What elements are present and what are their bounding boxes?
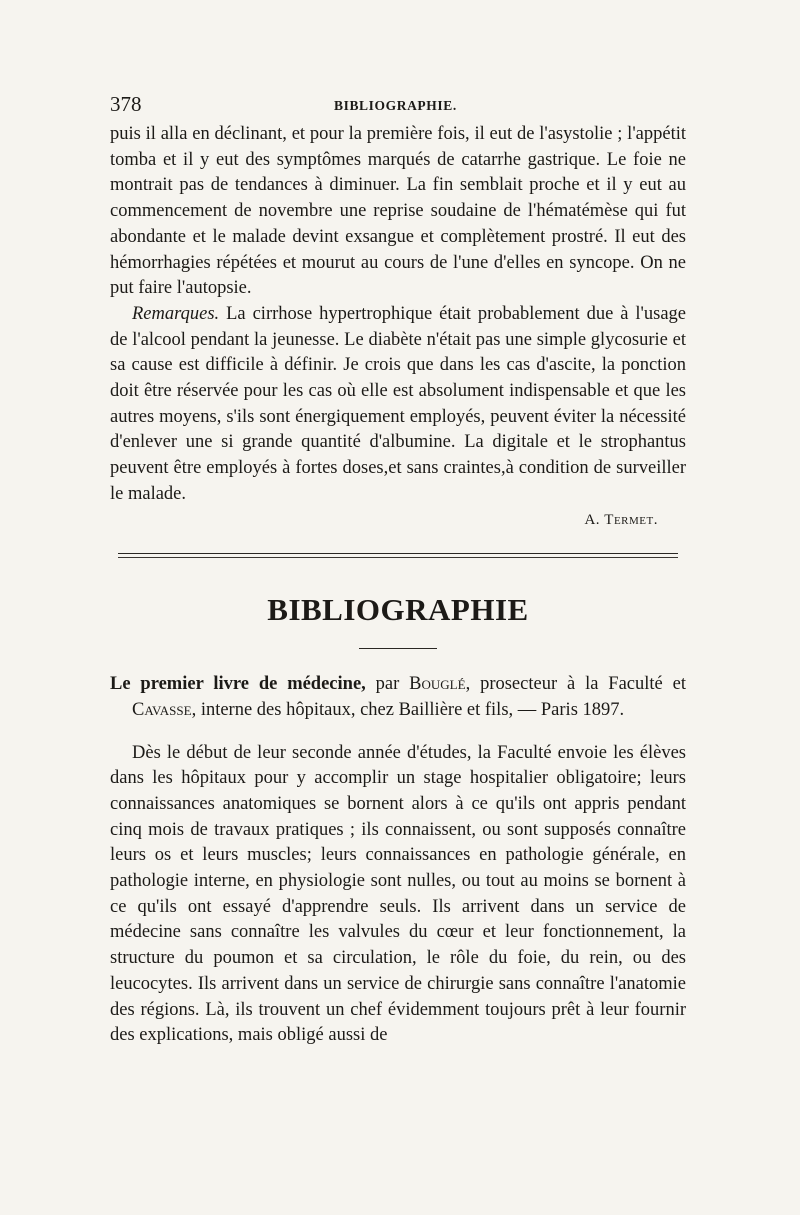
- case-report: [110, 122, 686, 529]
- signature-initial: A.: [584, 511, 605, 528]
- signature-name: Termet.: [604, 511, 658, 528]
- case-report-paragraph: puis il alla en déclinant, et pour la première fois, il eut de l'asystolie ; l'appétit tomba et il y eut des symptômes marqués de catarrhe gastrique. Le foie ne montrait pas de tendances à diminuer. La fin semblait proche et il y eut au commencement de novembre une reprise soudaine de l'hématémèse qui fut abondante et le malade devint exsangue et complètement prostré. Il eut des hémorrhagies répétées et mourut au cours de l'une d'elles en syncope. On ne put faire l'autopsie.: [110, 124, 686, 299]
- running-header: [110, 92, 686, 122]
- running-title: BIBLIOGRAPHIE.: [334, 98, 457, 113]
- entry-author-2: Cavasse: [132, 699, 192, 720]
- remarks-text: La cirrhose hypertrophique était probablement due à l'usage de l'alcool pendant la jeunesse. Le diabète n'était pas une simple glycosurie et sa cause est difficile à définir. Je crois que dans les cas d'ascite, la ponction doit être réservée pour les cas où elle est absolument indispensable et que les autres moyens, s'ils sont énergiquement employés, peuvent éviter la nécessité d'enlever une si grande quantité d'albumine. La digitale et le strophantus peuvent être employés à fortes doses,et sans craintes,à condition de surveiller le malade.: [110, 303, 686, 504]
- title-underline: [359, 648, 437, 649]
- author-signature: [110, 512, 658, 529]
- page-number: 378: [110, 92, 142, 116]
- remarks-label: Remarques.: [132, 303, 220, 324]
- entry-author-2-role: , interne des hôpitaux, chez Baillière et fils, — Paris 1897.: [191, 699, 625, 720]
- entry-by: par: [365, 673, 410, 694]
- entry-author-1-role: , prosecteur à la Faculté et: [465, 673, 686, 694]
- entry-author-1: Bouglé: [409, 673, 466, 694]
- review-paragraph: Dès le début de leur seconde année d'études, la Faculté envoie les élèves dans les hôpitaux pour y accomplir un stage hospitalier obligatoire; leurs connaissances anatomiques se bornent alors à ce qu'ils ont appris pendant cinq mois de travaux pratiques ; ils connaissent, ou sont supposés connaître leurs os et leurs muscles; leurs connaissances en pathologie générale, en pathologie interne, en physiologie sont nulles, ou tout au moins se bornent à ce qu'ils ont essayé d'apprendre seuls. Ils arrivent dans un service de médecine sans connaître les valvules du cœur et leur fonctionnement, la structure du poumon et sa circulation, le rôle du foie, du rein, ou des leucocytes. Ils arrivent dans un service de chirurgie sans connaître l'anatomie des régions. Là, ils trouvent un chef évidemment toujours prêt à leur fournir des explications, mais obligé aussi de: [110, 742, 686, 1046]
- divider-line-thin: [118, 557, 678, 558]
- divider-line-thick: [118, 553, 678, 554]
- book-page: [110, 92, 686, 1049]
- section-divider: [118, 553, 678, 558]
- bibliography-entry: [110, 671, 686, 723]
- section-title: BIBLIOGRAPHIE: [267, 591, 529, 627]
- book-title: Le premier livre de médecine,: [110, 673, 366, 694]
- remarks-paragraph: [110, 302, 686, 508]
